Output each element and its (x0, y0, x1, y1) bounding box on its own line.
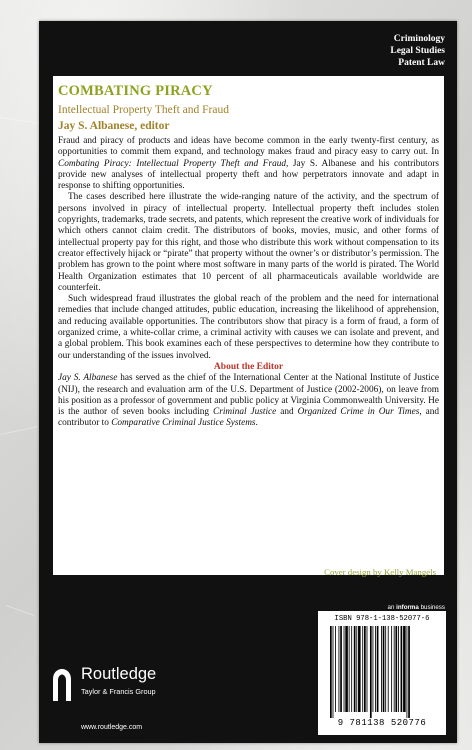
about-editor-heading: About the Editor (213, 361, 284, 372)
barcode-bar (408, 626, 410, 718)
barcode-bar (401, 626, 403, 712)
informa-business-label (388, 604, 445, 611)
series-tag-criminology: Criminology (393, 34, 445, 44)
publisher-group: Taylor & Francis Group (81, 687, 156, 696)
informa-prefix: an (387, 604, 397, 611)
barcode-bar (403, 626, 406, 712)
barcode-bar (383, 626, 385, 712)
blurb-paragraph-2: The cases described here illustrate the wide-ranging nature of the activity, and the spectrum of persons involved in piracy of intellectual property. Intellectual property theft includes stolen copyrights, trademarks, trade secrets, and patents, which represent the creative work of individuals for which others cannot claim credit. The distributors of books, movies, music, and other forms of intellectual property pay for this right, and those who distribute this work without compensation to its creator effectively hijack or “pirate” that property without the owner’s or distributor’s permission. The problem has grown to the point where most software in many parts of the world is pirated. The World Health Organization estimates that 10 percent of all pharmaceuticals available worldwide are counterfeit. (58, 192, 439, 293)
barcode-bar (351, 626, 352, 712)
isbn-digits: 9 781138 520776 (337, 718, 427, 728)
barcode-bar (395, 626, 397, 712)
book-subtitle: Intellectual Property Theft and Fraud (58, 104, 229, 116)
barcode-bar (385, 626, 386, 712)
barcode-bar (391, 626, 392, 712)
publisher-url[interactable]: www.routledge.com (81, 724, 143, 731)
blurb-paragraph-1 (58, 136, 439, 192)
barcode-bar (364, 626, 366, 712)
series-tag-patent-law: Patent Law (398, 58, 445, 68)
barcode-bar (349, 626, 350, 712)
barcode-bars (330, 626, 434, 718)
barcode-bar (398, 626, 399, 712)
routledge-logo-icon (50, 668, 74, 702)
barcode-bar (370, 626, 372, 718)
barcode-bar (340, 626, 342, 712)
barcode-bar (335, 626, 336, 712)
barcode-bar (358, 626, 361, 712)
about-text-segment: , and contributor to (58, 407, 439, 429)
barcode-bar (354, 626, 356, 712)
book-reference-organized-crime: Organized Crime in Our Times (297, 407, 420, 418)
barcode-bar (344, 626, 345, 712)
about-editor-paragraph (58, 373, 439, 429)
book-editor: Jay S. Albanese, editor (58, 120, 170, 132)
blurb-paragraph-3: Such widespread fraud illustrates the global reach of the problem and the need for international remedies that include changed attitudes, public education, increasing the likelihood of apprehension, and reducing available opportunities. The contributors show that piracy is a form of fraud, a form of organized crime, a white-collar crime, a criminal activity with causes we can isolate and prevent, and a global problem. This book examines each of these perspectives to determine how they contribute to our understanding of the issues involved. (58, 294, 439, 361)
barcode-bar (373, 626, 374, 712)
about-text-segment: . (255, 418, 258, 429)
about-text-segment: and (276, 407, 298, 418)
isbn-barcode (318, 611, 446, 735)
barcode-bar (375, 626, 376, 712)
book-reference-comparative: Comparative Criminal Justice Systems (111, 418, 256, 429)
barcode-bar (339, 626, 340, 712)
informa-suffix: business (418, 604, 445, 611)
book-back-cover (39, 21, 457, 743)
cover-design-credit: Cover design by Kelly Mangels (324, 567, 436, 577)
blurb-text-segment: Jay S. Albanese and his contributors provide new analyses of intellectual property theft and how perpetrators innovate and adapt in response to shifting opportunities. (58, 158, 439, 192)
barcode-bar (407, 626, 408, 718)
barcode-bar (381, 626, 382, 712)
series-tags (390, 33, 445, 69)
blurb-panel (53, 76, 444, 575)
editor-name: Jay S. Albanese (58, 373, 118, 384)
about-text-segment: has served as the chief of the International Center at the National Institute of Justice (NIJ), the research and evaluation arm of the U.S. Department of Justice (2002-2006), on leave from his position as a professor of government and public policy at Virginia Commonwealth University. He is the author of seven books including (58, 373, 439, 418)
barcode-bar (333, 626, 334, 718)
blurb-text (58, 136, 439, 430)
barcode-bar (362, 626, 363, 712)
barcode-bar (356, 626, 357, 712)
blurb-text-segment: Fraud and piracy of products and ideas have become common in the early twenty-first century, as opportunities to commit them expand, and technology makes fraud and piracy easy to carry out. In (58, 136, 439, 158)
isbn-label: ISBN 978-1-138-52077-6 (334, 615, 430, 623)
barcode-bar (345, 626, 348, 712)
informa-brand: informa (396, 604, 419, 611)
barcode-bar (388, 626, 389, 712)
barcode-bar (394, 626, 395, 712)
book-title-reference: Combating Piracy: Intellectual Property Theft and Fraud, (58, 158, 289, 169)
series-tag-legal-studies: Legal Studies (390, 46, 445, 56)
barcode-bar (377, 626, 379, 712)
book-title: COMBATING PIRACY (58, 83, 213, 99)
barcode-bar (330, 626, 332, 718)
book-reference-criminal-justice: Criminal Justice (213, 407, 277, 418)
barcode-bar (367, 626, 368, 712)
publisher-name: Routledge (81, 665, 157, 683)
